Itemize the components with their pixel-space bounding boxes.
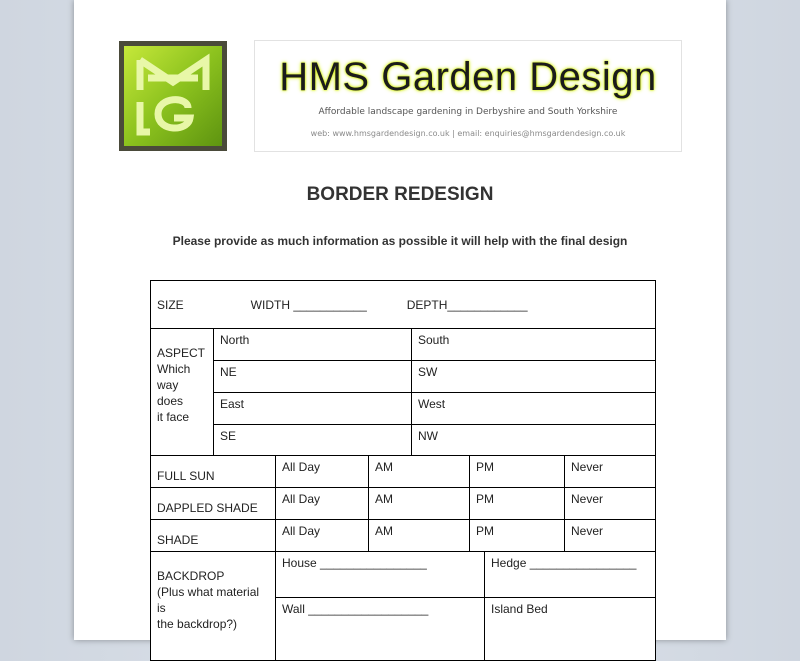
shade-all-day[interactable]: All Day (275, 519, 369, 552)
dappled-shade-pm[interactable]: PM (469, 487, 565, 520)
width-field[interactable]: WIDTH ___________ (250, 297, 367, 312)
document-subtitle: Please provide as much information as possible it will help with the final design (172, 234, 628, 248)
full-sun-all-day[interactable]: All Day (275, 455, 369, 488)
full-sun-am[interactable]: AM (368, 455, 470, 488)
border-form-table (150, 280, 656, 660)
full-sun-label-text: FULL SUN (157, 469, 215, 483)
backdrop-label: BACKDROP (Plus what material is the backdrop?) (150, 551, 276, 661)
full-sun-pm[interactable]: PM (469, 455, 565, 488)
shade-label (150, 519, 276, 552)
backdrop-island-bed[interactable]: Island Bed (484, 597, 656, 661)
aspect-west[interactable]: West (411, 392, 656, 425)
dappled-shade-all-day[interactable]: All Day (275, 487, 369, 520)
backdrop-house[interactable]: House ________________ (275, 551, 485, 598)
backdrop-hedge[interactable]: Hedge ________________ (484, 551, 656, 598)
dappled-shade-am[interactable]: AM (368, 487, 470, 520)
company-name: HMS Garden Design (279, 55, 657, 99)
dappled-shade-never[interactable]: Never (564, 487, 656, 520)
aspect-se[interactable]: SE (213, 424, 412, 456)
aspect-north[interactable]: North (213, 328, 412, 361)
aspect-label: ASPECT Which way does it face (150, 328, 214, 456)
aspect-east[interactable]: East (213, 392, 412, 425)
company-banner (254, 40, 682, 152)
aspect-sw[interactable]: SW (411, 360, 656, 393)
size-label: SIZE (157, 297, 184, 312)
shade-pm[interactable]: PM (469, 519, 565, 552)
company-tagline: Affordable landscape gardening in Derbyshire and South Yorkshire (318, 107, 618, 117)
document-page (74, 0, 726, 640)
full-sun-label (150, 455, 276, 488)
shade-am[interactable]: AM (368, 519, 470, 552)
aspect-nw[interactable]: NW (411, 424, 656, 456)
hms-logo-icon (118, 40, 228, 152)
depth-field[interactable]: DEPTH____________ (406, 297, 528, 312)
size-row (150, 280, 656, 329)
dappled-shade-label (150, 487, 276, 520)
full-sun-never[interactable]: Never (564, 455, 656, 488)
company-contact: web: www.hmsgardendesign.co.uk | email: enquiries@hmsgardendesign.co.uk (310, 129, 626, 138)
aspect-ne[interactable]: NE (213, 360, 412, 393)
shade-never[interactable]: Never (564, 519, 656, 552)
aspect-south[interactable]: South (411, 328, 656, 361)
dappled-shade-label-text: DAPPLED SHADE (157, 501, 258, 515)
document-title: BORDER REDESIGN (306, 184, 494, 205)
shade-label-text: SHADE (157, 533, 199, 547)
backdrop-wall[interactable]: Wall __________________ (275, 597, 485, 661)
